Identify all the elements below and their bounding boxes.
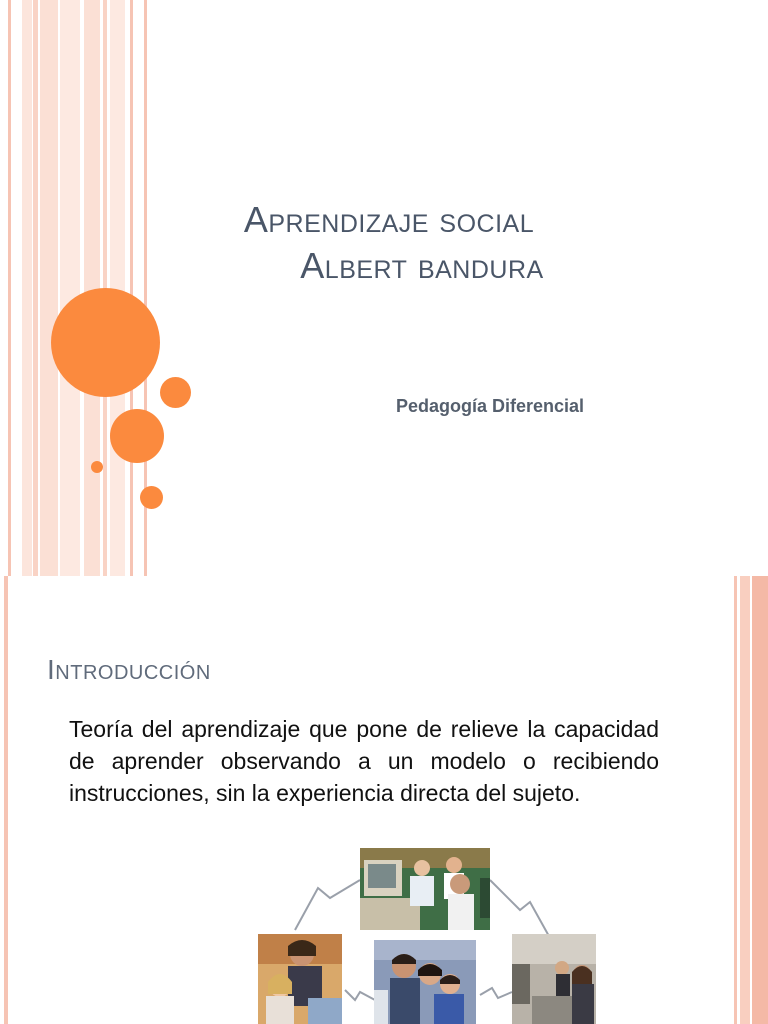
orange-circle-small xyxy=(140,486,163,509)
decorative-stripe xyxy=(734,576,737,1024)
decorative-stripe xyxy=(740,576,750,1024)
decorative-stripe xyxy=(8,0,11,576)
decorative-stripe xyxy=(40,0,58,576)
decorative-stripe xyxy=(4,576,8,1024)
slide-title-line-2: Albert bandura xyxy=(300,245,544,286)
orange-circle-tiny xyxy=(91,461,103,473)
slide-title-line-1: Aprendizaje social xyxy=(243,199,535,240)
orange-circle-large xyxy=(51,288,160,397)
office-workers-photo xyxy=(512,934,596,1024)
orange-circle-medium xyxy=(110,409,164,463)
orange-circle-small xyxy=(160,377,191,408)
decorative-stripe xyxy=(752,576,768,1024)
decorative-stripe xyxy=(60,0,80,576)
family-computer-photo xyxy=(374,940,476,1024)
decorative-stripe xyxy=(33,0,38,576)
slide-heading: Introducción xyxy=(47,654,211,685)
decorative-stripe xyxy=(22,0,32,576)
mother-child-photo xyxy=(258,934,342,1024)
slide-subtitle: Pedagogía Diferencial xyxy=(396,396,585,416)
classroom-computer-photo xyxy=(360,848,490,930)
slide-body-text: Teoría del aprendizaje que pone de relieve la capacidad de aprender observando a un modelo o recibiendo instrucciones, sin la experiencia directa del sujeto. xyxy=(69,716,659,806)
decorative-stripe xyxy=(130,0,133,576)
